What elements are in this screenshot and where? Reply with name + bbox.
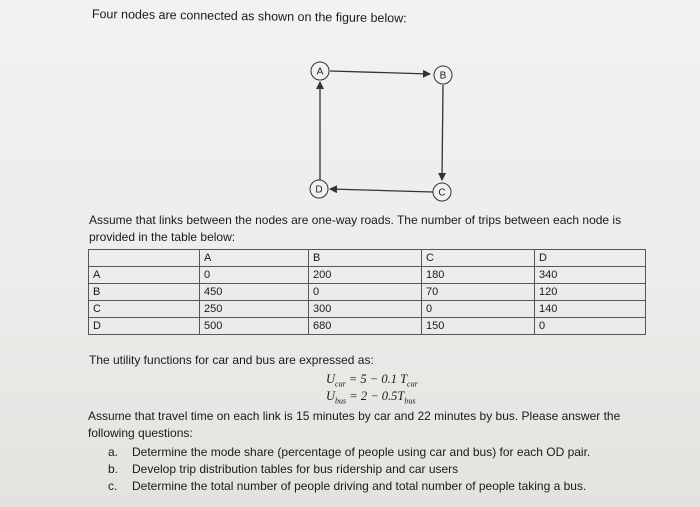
intro-paragraph: Assume that links between the nodes are one-way roads. The number of trips between each node is provided in the table below: [89,213,622,244]
table-header-cell [89,250,200,267]
question-marker: c. [108,479,118,493]
table-cell: 340 [535,267,646,284]
node-d [310,180,328,198]
link-c-d [330,189,433,192]
table-cell: 450 [200,284,309,301]
trip-table [88,249,646,335]
node-a-label: A [316,66,324,78]
link-b-c [442,85,443,180]
node-b [434,66,452,84]
table-cell: 250 [200,301,309,318]
question-marker: a. [108,445,119,459]
row-label: C [89,301,200,318]
table-cell: 150 [422,318,535,335]
assumption-paragraph: Assume that travel time on each link is 15 minutes by car and 22 minutes by bus. Please answer the following questions: [88,409,621,440]
equation-rhs-subscript: car [407,379,418,389]
table-cell: 120 [535,284,646,301]
link-a-b [330,71,430,74]
question-marker: b. [108,462,119,476]
node-b-label: B [439,70,447,82]
row-label: B [89,284,200,301]
question-text: Determine the mode share (percentage of people using car and bus) for each OD pair. [132,445,591,459]
page-title: Four nodes are connected as shown on the figure below: [91,7,407,26]
table-cell: 0 [535,318,646,335]
equation-lhs: U [326,372,336,386]
table-cell: 500 [200,318,309,335]
table-row [89,318,646,335]
question-text: Develop trip distribution tables for bus ridership and car users [132,462,459,476]
equation-rhs: = 2 − 0.5T [349,389,405,403]
table-cell: 680 [309,318,422,335]
equation-rhs: = 5 − 0.1 T [348,372,408,386]
table-cell: 70 [422,284,535,301]
node-c [433,183,451,201]
table-cell: 180 [422,267,535,284]
table-header-row [89,250,646,267]
table-header-cell: C [422,250,535,267]
node-a [311,62,329,80]
table-cell: 200 [309,267,422,284]
utility-intro: The utility functions for car and bus are expressed as: [89,353,374,367]
table-header-cell: D [535,250,646,267]
list-item [108,461,590,478]
equation-lhs-subscript: bus [335,396,347,406]
table-cell: 140 [535,301,646,318]
question-text: Determine the total number of people driving and total number of people taking a bus. [132,479,587,493]
row-label: D [89,318,200,335]
list-item [108,478,590,495]
table-header-cell: B [309,250,422,267]
table-row [89,267,646,284]
bus-utility-equation [326,389,415,406]
table-row [89,284,646,301]
list-item [108,444,590,461]
table-cell: 300 [309,301,422,318]
equation-rhs-subscript: bus [404,396,416,406]
node-c-label: C [438,187,446,199]
question-list [108,444,590,495]
equation-lhs: U [326,389,336,403]
car-utility-equation [326,372,418,389]
table-row [89,301,646,318]
table-cell: 0 [309,284,422,301]
node-d-label: D [315,184,323,196]
table-header-cell: A [200,250,309,267]
row-label: A [89,267,200,284]
table-cell: 0 [200,267,309,284]
equation-lhs-subscript: car [335,379,346,389]
table-cell: 0 [422,301,535,318]
